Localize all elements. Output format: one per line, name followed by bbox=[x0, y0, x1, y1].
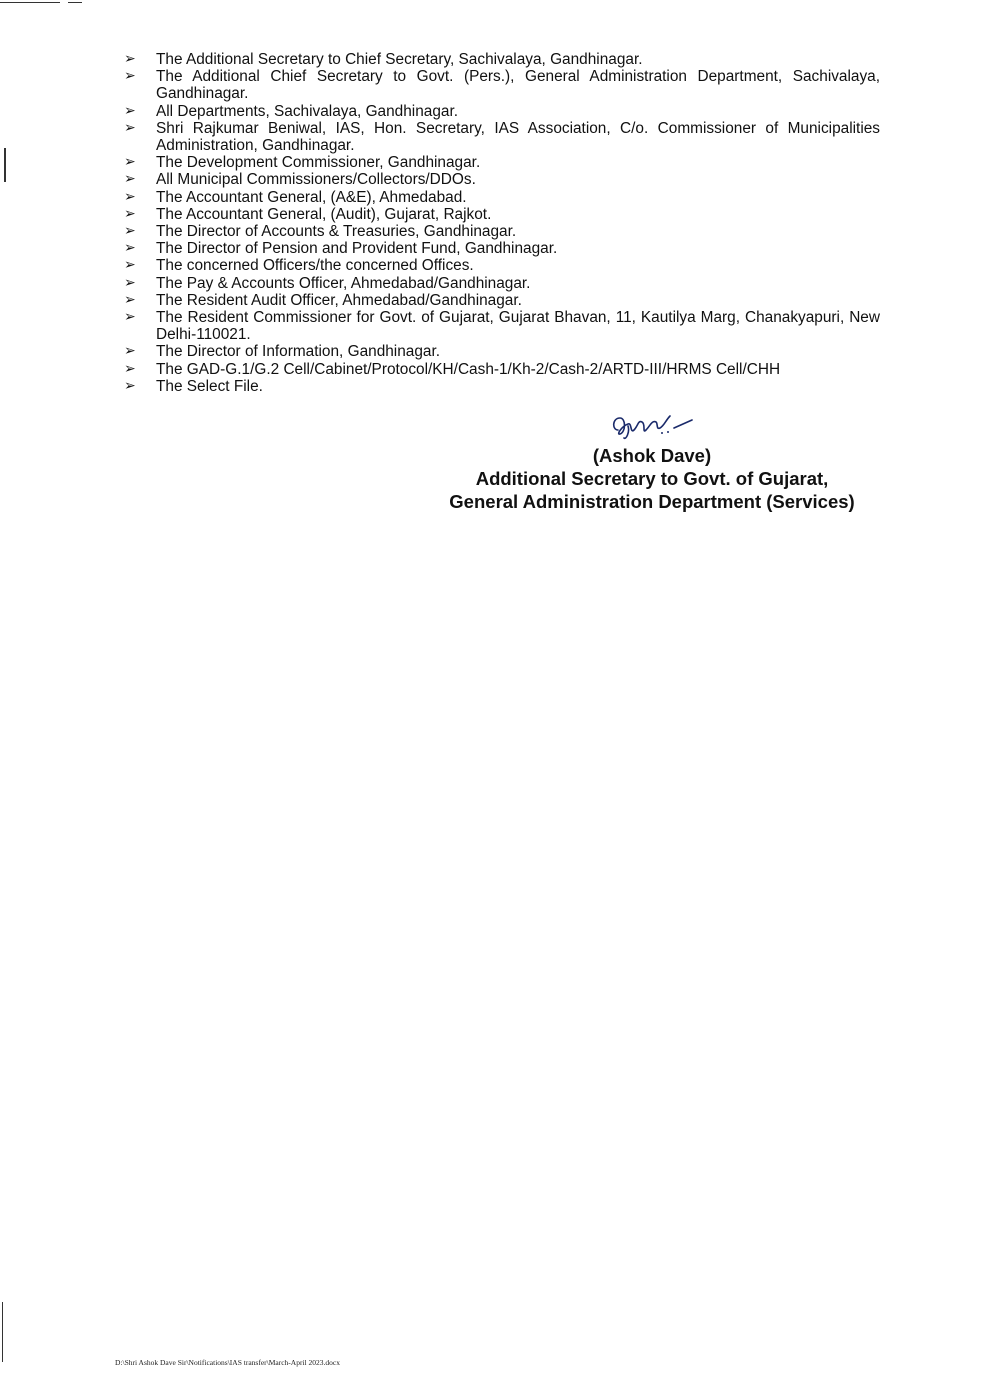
arrow-bullet-icon: ➢ bbox=[124, 240, 136, 257]
list-item bbox=[124, 343, 880, 360]
list-item-text: All Municipal Commissioners/Collectors/DDOs. bbox=[156, 171, 476, 189]
arrow-bullet-icon: ➢ bbox=[124, 223, 136, 240]
arrow-bullet-icon: ➢ bbox=[124, 257, 136, 274]
list-item-text: Shri Rajkumar Beniwal, IAS, Hon. Secretary, IAS Association, C/o. Commissioner of Municipalities Administration, Gandhinagar. bbox=[156, 119, 880, 155]
list-item-text: The Development Commissioner, Gandhinagar. bbox=[156, 154, 481, 172]
list-item-text: The GAD-G.1/G.2 Cell/Cabinet/Protocol/KH/Cash-1/Kh-2/Cash-2/ARTD-III/HRMS Cell/CHH bbox=[156, 360, 781, 378]
scan-edge-mark-bottom-left bbox=[2, 1302, 3, 1362]
list-item bbox=[124, 206, 880, 223]
list-item-text: All Departments, Sachivalaya, Gandhinagar. bbox=[156, 102, 458, 120]
signature-block bbox=[420, 408, 884, 513]
list-item-text: The Director of Information, Gandhinagar. bbox=[156, 343, 441, 361]
list-item-text: The Additional Chief Secretary to Govt. (Pers.), General Administration Department, Sachivalaya, Gandhinagar. bbox=[156, 68, 880, 103]
list-item bbox=[124, 223, 880, 240]
handwritten-signature bbox=[600, 408, 720, 442]
arrow-bullet-icon: ➢ bbox=[124, 171, 136, 188]
list-item-text: The Select File. bbox=[156, 377, 263, 395]
list-item-text: The concerned Officers/the concerned Offices. bbox=[156, 257, 474, 275]
signatory-department: General Administration Department (Services) bbox=[449, 491, 855, 512]
list-item bbox=[124, 309, 880, 343]
arrow-bullet-icon: ➢ bbox=[124, 360, 136, 377]
list-item bbox=[124, 120, 880, 154]
distribution-list bbox=[124, 51, 880, 395]
arrow-bullet-icon: ➢ bbox=[124, 102, 136, 119]
list-item bbox=[124, 171, 880, 188]
list-item-text: The Director of Accounts & Treasuries, Gandhinagar. bbox=[156, 223, 517, 241]
arrow-bullet-icon: ➢ bbox=[124, 205, 136, 222]
list-item-text: The Accountant General, (A&E), Ahmedabad. bbox=[156, 188, 467, 206]
list-item-text: The Pay & Accounts Officer, Ahmedabad/Gandhinagar. bbox=[156, 274, 531, 292]
list-item bbox=[124, 292, 880, 309]
arrow-bullet-icon: ➢ bbox=[124, 343, 136, 360]
list-item bbox=[124, 378, 880, 395]
arrow-bullet-icon: ➢ bbox=[124, 68, 136, 85]
arrow-bullet-icon: ➢ bbox=[124, 377, 136, 394]
arrow-bullet-icon: ➢ bbox=[124, 119, 136, 136]
arrow-bullet-icon: ➢ bbox=[124, 188, 136, 205]
scan-edge-mark-top-left-2 bbox=[68, 2, 82, 3]
list-item bbox=[124, 154, 880, 171]
list-item-text: The Resident Audit Officer, Ahmedabad/Gandhinagar. bbox=[156, 291, 522, 309]
list-item bbox=[124, 275, 880, 292]
arrow-bullet-icon: ➢ bbox=[124, 309, 136, 326]
arrow-bullet-icon: ➢ bbox=[124, 51, 136, 67]
arrow-bullet-icon: ➢ bbox=[124, 291, 136, 308]
list-item bbox=[124, 51, 880, 68]
list-item bbox=[124, 240, 880, 257]
list-item bbox=[124, 361, 880, 378]
list-item bbox=[124, 103, 880, 120]
footer-file-path: D:\Shri Ashok Dave Sir\Notifications\IAS transfer\March-April 2023.docx bbox=[115, 1358, 340, 1367]
list-item bbox=[124, 68, 880, 102]
list-item-text: The Additional Secretary to Chief Secretary, Sachivalaya, Gandhinagar. bbox=[156, 51, 643, 68]
signatory-designation: Additional Secretary to Govt. of Gujarat, bbox=[475, 468, 829, 489]
signatory-name: (Ashok Dave) bbox=[592, 445, 712, 466]
arrow-bullet-icon: ➢ bbox=[124, 154, 136, 171]
list-item bbox=[124, 189, 880, 206]
list-item-text: The Accountant General, (Audit), Gujarat, Rajkot. bbox=[156, 205, 492, 223]
list-item-text: The Resident Commissioner for Govt. of Gujarat, Gujarat Bhavan, 11, Kautilya Marg, Chanakyapuri, New Delhi-110021. bbox=[156, 309, 880, 344]
list-item-text: The Director of Pension and Provident Fund, Gandhinagar. bbox=[156, 240, 558, 258]
arrow-bullet-icon: ➢ bbox=[124, 274, 136, 291]
list-item bbox=[124, 257, 880, 274]
scan-edge-mark-left bbox=[4, 148, 6, 182]
scan-edge-mark-top-left bbox=[0, 2, 60, 3]
